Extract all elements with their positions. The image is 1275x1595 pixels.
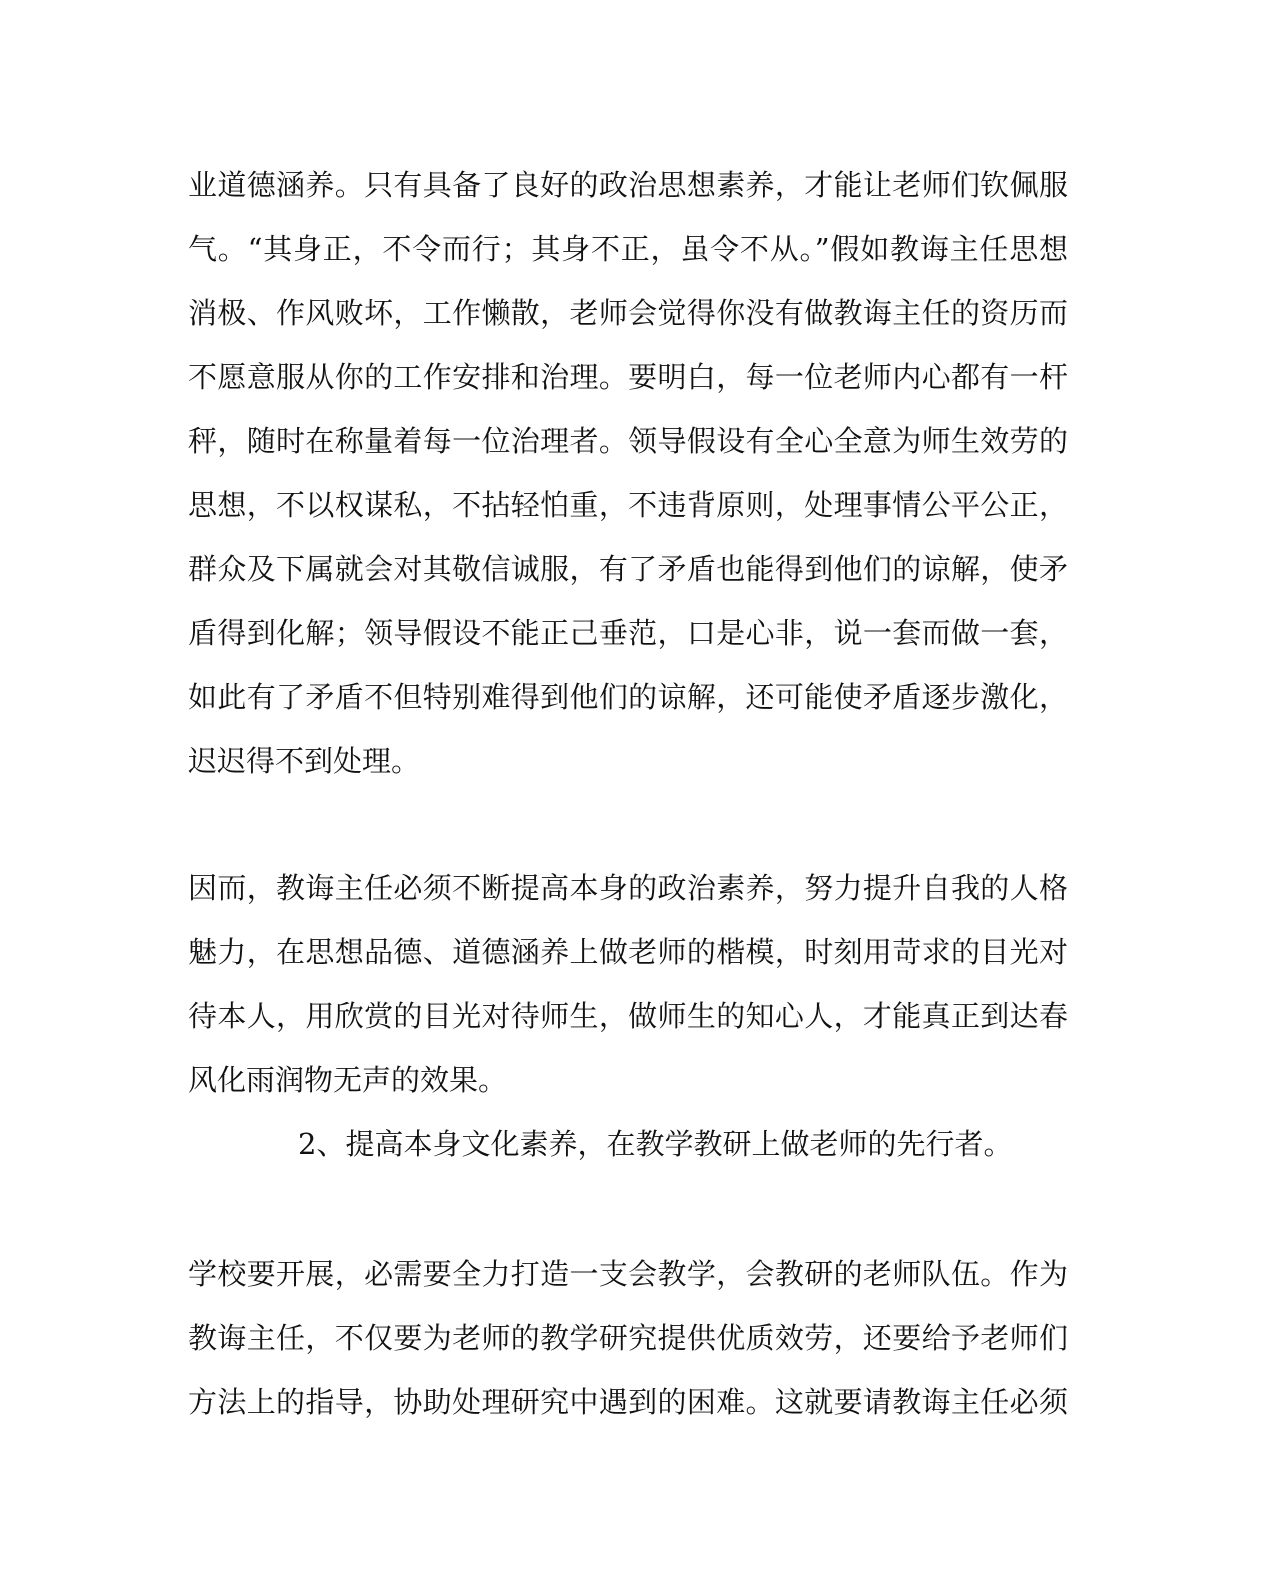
paragraph-line: 魅力，在思想品德、道德涵养上做老师的楷模，时刻用苛求的目光对: [188, 935, 1068, 969]
section-heading: 2、提高本身文化素养，在教学教研上做老师的先行者。: [298, 1127, 1013, 1161]
paragraph-line: 思想，不以权谋私，不拈轻怕重，不违背原则，处理事情公平公正，: [188, 488, 1068, 522]
paragraph-political-literacy: [188, 153, 1068, 793]
paragraph-cultural-literacy: [188, 1242, 1068, 1434]
paragraph-line: 气。“其身正，不令而行；其身不正，虽令不从。”假如教诲主任思想: [188, 232, 1068, 266]
paragraph-line: 消极、作风败坏，工作懒散，老师会觉得你没有做教诲主任的资历而: [188, 296, 1068, 330]
paragraph-line: 因而，教诲主任必须不断提高本身的政治素养，努力提升自我的人格: [188, 871, 1068, 905]
paragraph-line: 风化雨润物无声的效果。: [188, 1063, 508, 1097]
paragraph-line: 如此有了矛盾不但特别难得到他们的谅解，还可能使矛盾逐步激化，: [188, 680, 1068, 714]
paragraph-line: 盾得到化解；领导假设不能正己垂范，口是心非，说一套而做一套，: [188, 616, 1068, 650]
paragraph-line: 教诲主任，不仅要为老师的教学研究提供优质效劳，还要给予老师们: [188, 1321, 1068, 1355]
paragraph-line: 迟迟得不到处理。: [188, 744, 421, 778]
paragraph-conclusion: [188, 856, 1068, 1112]
paragraph-line: 群众及下属就会对其敬信诚服，有了矛盾也能得到他们的谅解，使矛: [188, 552, 1068, 586]
paragraph-line: 待本人，用欣赏的目光对待师生，做师生的知心人，才能真正到达春: [188, 999, 1068, 1033]
paragraph-line: 学校要开展，必需要全力打造一支会教学，会教研的老师队伍。作为: [188, 1257, 1068, 1291]
paragraph-line: 秤，随时在称量着每一位治理者。领导假设有全心全意为师生效劳的: [188, 424, 1068, 458]
paragraph-line: 业道德涵养。只有具备了良好的政治思想素养，才能让老师们钦佩服: [188, 168, 1068, 202]
paragraph-line: 不愿意服从你的工作安排和治理。要明白，每一位老师内心都有一杆: [188, 360, 1068, 394]
paragraph-line: 方法上的指导，协助处理研究中遇到的困难。这就要请教诲主任必须: [188, 1385, 1068, 1419]
